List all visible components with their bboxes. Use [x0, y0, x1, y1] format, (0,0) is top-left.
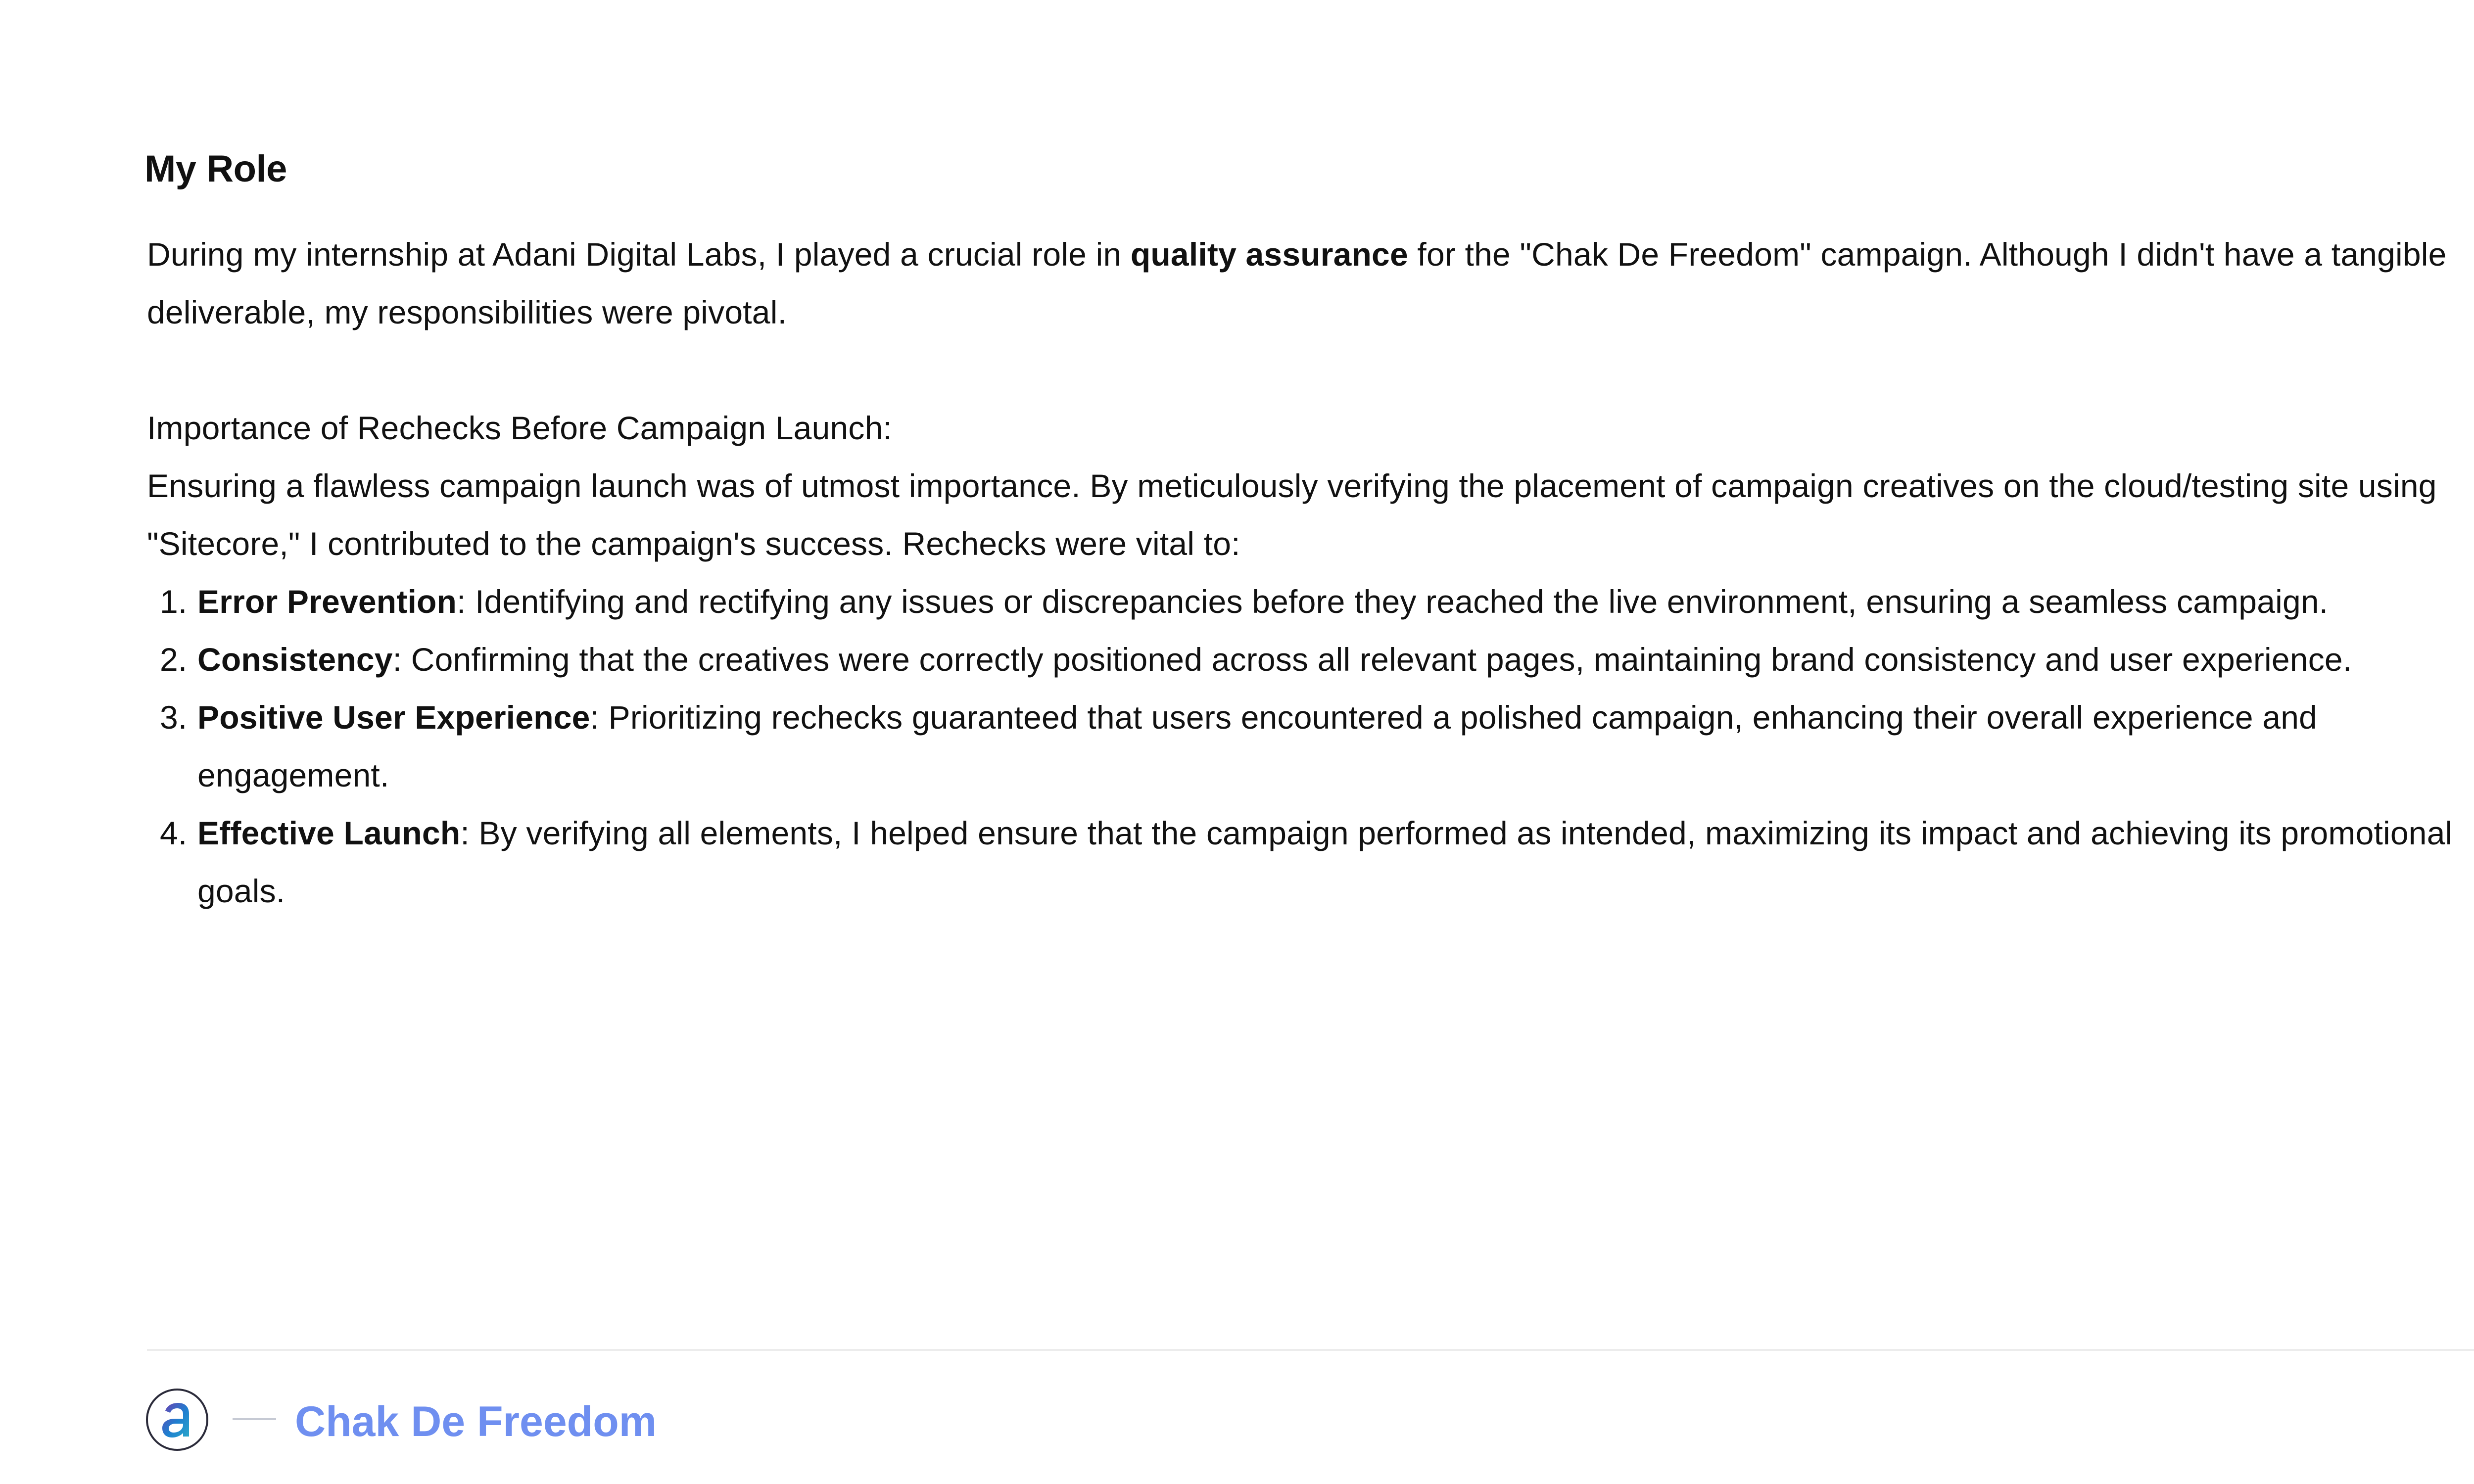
- list-item-text: : Prioritizing rechecks guaranteed that users encountered a polished campaign, enhancing their overall experience and engagement.: [197, 699, 2318, 793]
- list-item: [196, 689, 2463, 804]
- footer-title: Chak De Freedom: [295, 1398, 657, 1445]
- footer-separator-dash: [233, 1418, 276, 1420]
- list-item-text: : Identifying and rectifying any issues or discrepancies before they reached the live environment, ensuring a seamless campaign.: [457, 583, 2329, 620]
- rechecks-list: [147, 573, 2463, 920]
- list-item: [196, 804, 2463, 920]
- list-item: [196, 573, 2463, 631]
- list-item-text: : Confirming that the creatives were correctly positioned across all relevant pages, maintaining brand consistency and user experience.: [392, 641, 2352, 678]
- intro-text-continued: for the "Chak De Freedom" campaign. Although I didn't have a tangible deliverable, my responsibilities were pivotal.: [147, 236, 2447, 330]
- intro-emphasis: quality assurance: [1130, 236, 1408, 273]
- adani-logo-icon: [146, 1389, 208, 1451]
- subsection-title: Importance of Rechecks Before Campaign Launch:: [147, 410, 893, 446]
- list-item-term: Consistency: [197, 641, 393, 678]
- section-heading: My Role: [144, 148, 287, 190]
- main-content: [147, 226, 2463, 920]
- list-item-text: : By verifying all elements, I helped ensure that the campaign performed as intended, maximizing its impact and achieving its promotional goals.: [197, 815, 2453, 909]
- paragraph-spacer: [147, 341, 2463, 399]
- footer-divider: [147, 1349, 2474, 1351]
- list-item-term: Positive User Experience: [197, 699, 590, 736]
- subsection-body: Ensuring a flawless campaign launch was of utmost importance. By meticulously verifying the placement of campaign creatives on the cloud/testing site using "Sitecore," I contributed to the campaign's success. Rechecks were vital to:: [147, 467, 2437, 562]
- list-item-term: Error Prevention: [197, 583, 457, 620]
- intro-text: During my internship at Adani Digital Labs, I played a crucial role in: [147, 236, 1131, 273]
- intro-paragraph: [147, 226, 2463, 341]
- list-item-term: Effective Launch: [197, 815, 461, 851]
- adani-logo-glyph: [156, 1396, 198, 1443]
- list-item: [196, 631, 2463, 689]
